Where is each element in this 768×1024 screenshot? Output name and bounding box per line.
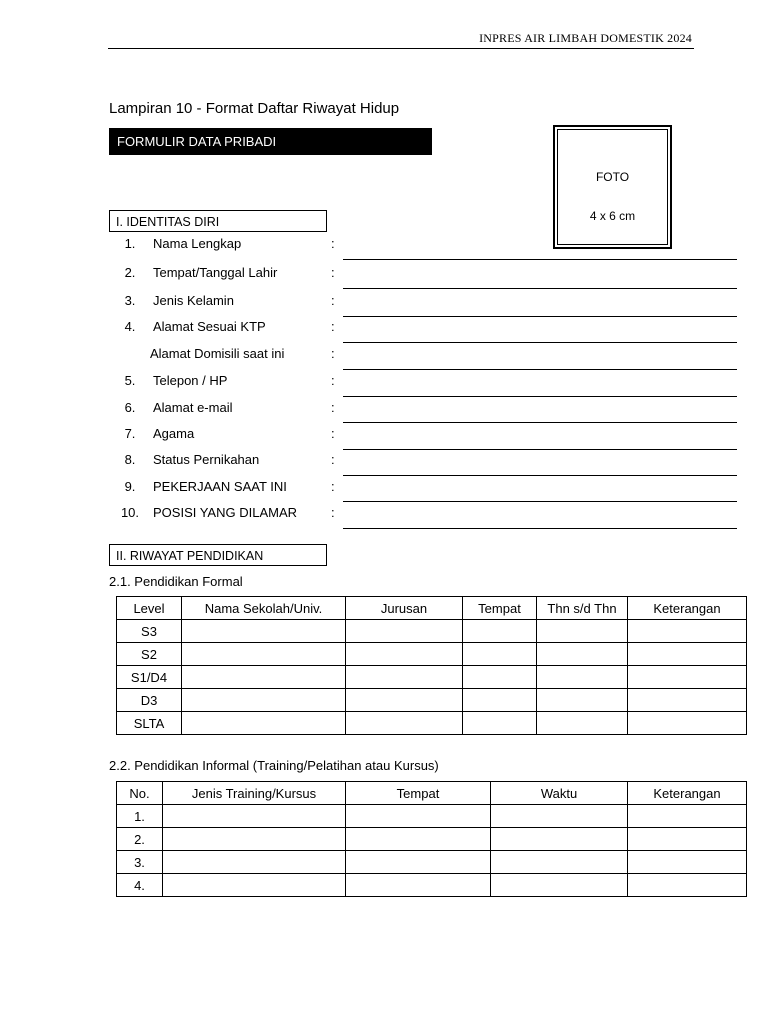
table-cell[interactable] [491,851,628,874]
field-separator: : [331,293,335,308]
table-cell[interactable] [537,643,628,666]
table-cell[interactable] [628,712,747,735]
photo-label: FOTO [595,170,630,184]
row-number: 3. [117,851,163,874]
table-cell[interactable] [463,666,537,689]
field-number: 5. [124,373,136,388]
field-input-line[interactable] [343,528,737,529]
document-reference: INPRES AIR LIMBAH DOMESTIK 2024 [479,31,692,45]
field-separator: : [331,452,335,467]
table-cell[interactable] [537,689,628,712]
table-cell[interactable] [491,828,628,851]
field-label: Jenis Kelamin [153,293,234,308]
table-cell[interactable] [537,712,628,735]
field-number: 1. [124,236,136,251]
table-cell[interactable] [163,805,346,828]
table-cell[interactable] [163,828,346,851]
field-number: 8. [124,452,136,467]
row-number: 4. [117,874,163,897]
table-cell[interactable] [182,666,346,689]
table-header-row [117,782,747,805]
table-row [117,712,747,735]
formal-education-table [116,596,747,735]
field-number: 2. [124,265,136,280]
table-cell[interactable] [628,851,747,874]
field-number: 3. [124,293,136,308]
formal-education-title: 2.1. Pendidikan Formal [109,574,243,589]
table-cell[interactable] [346,712,463,735]
field-label: POSISI YANG DILAMAR [153,505,298,520]
table-cell[interactable] [346,851,491,874]
column-header: Tempat [346,782,491,805]
table-cell[interactable] [346,805,491,828]
section-identitas-title: I. IDENTITAS DIRI [109,210,327,232]
field-separator: : [331,426,335,441]
table-cell[interactable] [182,689,346,712]
table-cell[interactable] [537,620,628,643]
table-cell[interactable] [346,828,491,851]
table-cell[interactable] [182,643,346,666]
education-level: S1/D4 [117,666,182,689]
column-header: Keterangan [628,782,747,805]
table-cell[interactable] [463,620,537,643]
column-header: Jurusan [346,597,463,620]
informal-education-table [116,781,747,897]
field-separator: : [331,373,335,388]
table-row [117,689,747,712]
table-cell[interactable] [491,805,628,828]
field-number: 9. [124,479,136,494]
table-cell[interactable] [346,643,463,666]
education-level: SLTA [117,712,182,735]
photo-frame-inner [557,129,668,245]
field-number: 4. [124,319,136,334]
field-input-line[interactable] [343,259,737,260]
field-number: 6. [124,400,136,415]
table-cell[interactable] [628,643,747,666]
page-title: Lampiran 10 - Format Daftar Riwayat Hidup [109,100,400,117]
field-input-line[interactable] [343,288,737,289]
table-cell[interactable] [628,689,747,712]
table-row [117,643,747,666]
field-label: Agama [153,426,195,441]
field-label: Nama Lengkap [153,236,242,251]
field-separator: : [331,236,335,251]
table-cell[interactable] [628,828,747,851]
field-label: Alamat Sesuai KTP [153,319,266,334]
table-row [117,828,747,851]
column-header: Jenis Training/Kursus [163,782,346,805]
table-cell[interactable] [346,874,491,897]
field-label: Telepon / HP [153,373,228,388]
table-cell[interactable] [346,666,463,689]
field-number: 7. [124,426,136,441]
field-label: PEKERJAAN SAAT INI [153,479,287,494]
informal-education-title: 2.2. Pendidikan Informal (Training/Pelatihan atau Kursus) [109,758,439,773]
table-header-row [117,597,747,620]
section-pendidikan-title: II. RIWAYAT PENDIDIKAN [109,544,327,566]
row-number: 1. [117,805,163,828]
field-input-line[interactable] [343,369,737,370]
field-separator: : [331,479,335,494]
column-header: Thn s/d Thn [537,597,628,620]
table-row [117,805,747,828]
field-label: Status Pernikahan [153,452,260,467]
column-header: Tempat [463,597,537,620]
column-header: Nama Sekolah/Univ. [182,597,346,620]
field-separator: : [331,505,335,520]
field-label: Alamat e-mail [153,400,233,415]
education-level: S2 [117,643,182,666]
column-header: Waktu [491,782,628,805]
field-input-line[interactable] [343,475,737,476]
table-row [117,666,747,689]
field-label: Tempat/Tanggal Lahir [153,265,278,280]
field-input-line[interactable] [343,342,737,343]
table-cell[interactable] [463,712,537,735]
table-cell[interactable] [182,620,346,643]
field-separator: : [331,346,335,361]
table-cell[interactable] [346,620,463,643]
field-separator: : [331,400,335,415]
table-cell[interactable] [163,851,346,874]
table-cell[interactable] [182,712,346,735]
row-number: 2. [117,828,163,851]
field-input-line[interactable] [343,501,737,502]
field-input-line[interactable] [343,422,737,423]
column-header: Keterangan [628,597,747,620]
table-cell[interactable] [463,689,537,712]
table-cell[interactable] [628,805,747,828]
header-rule [108,48,694,49]
table-cell[interactable] [628,666,747,689]
field-separator: : [331,319,335,334]
table-cell[interactable] [463,643,537,666]
field-input-line[interactable] [343,316,737,317]
field-number: 10. [120,505,140,520]
table-cell[interactable] [346,689,463,712]
table-row [117,874,747,897]
photo-size: 4 x 6 cm [589,209,636,223]
table-cell[interactable] [628,874,747,897]
table-row [117,620,747,643]
field-label: Alamat Domisili saat ini [150,346,285,361]
table-cell[interactable] [537,666,628,689]
table-cell[interactable] [163,874,346,897]
column-header: No. [117,782,163,805]
column-header: Level [117,597,182,620]
education-level: S3 [117,620,182,643]
table-cell[interactable] [628,620,747,643]
field-input-line[interactable] [343,449,737,450]
table-cell[interactable] [491,874,628,897]
field-input-line[interactable] [343,396,737,397]
field-separator: : [331,265,335,280]
form-banner: FORMULIR DATA PRIBADI [109,128,432,155]
table-row [117,851,747,874]
education-level: D3 [117,689,182,712]
